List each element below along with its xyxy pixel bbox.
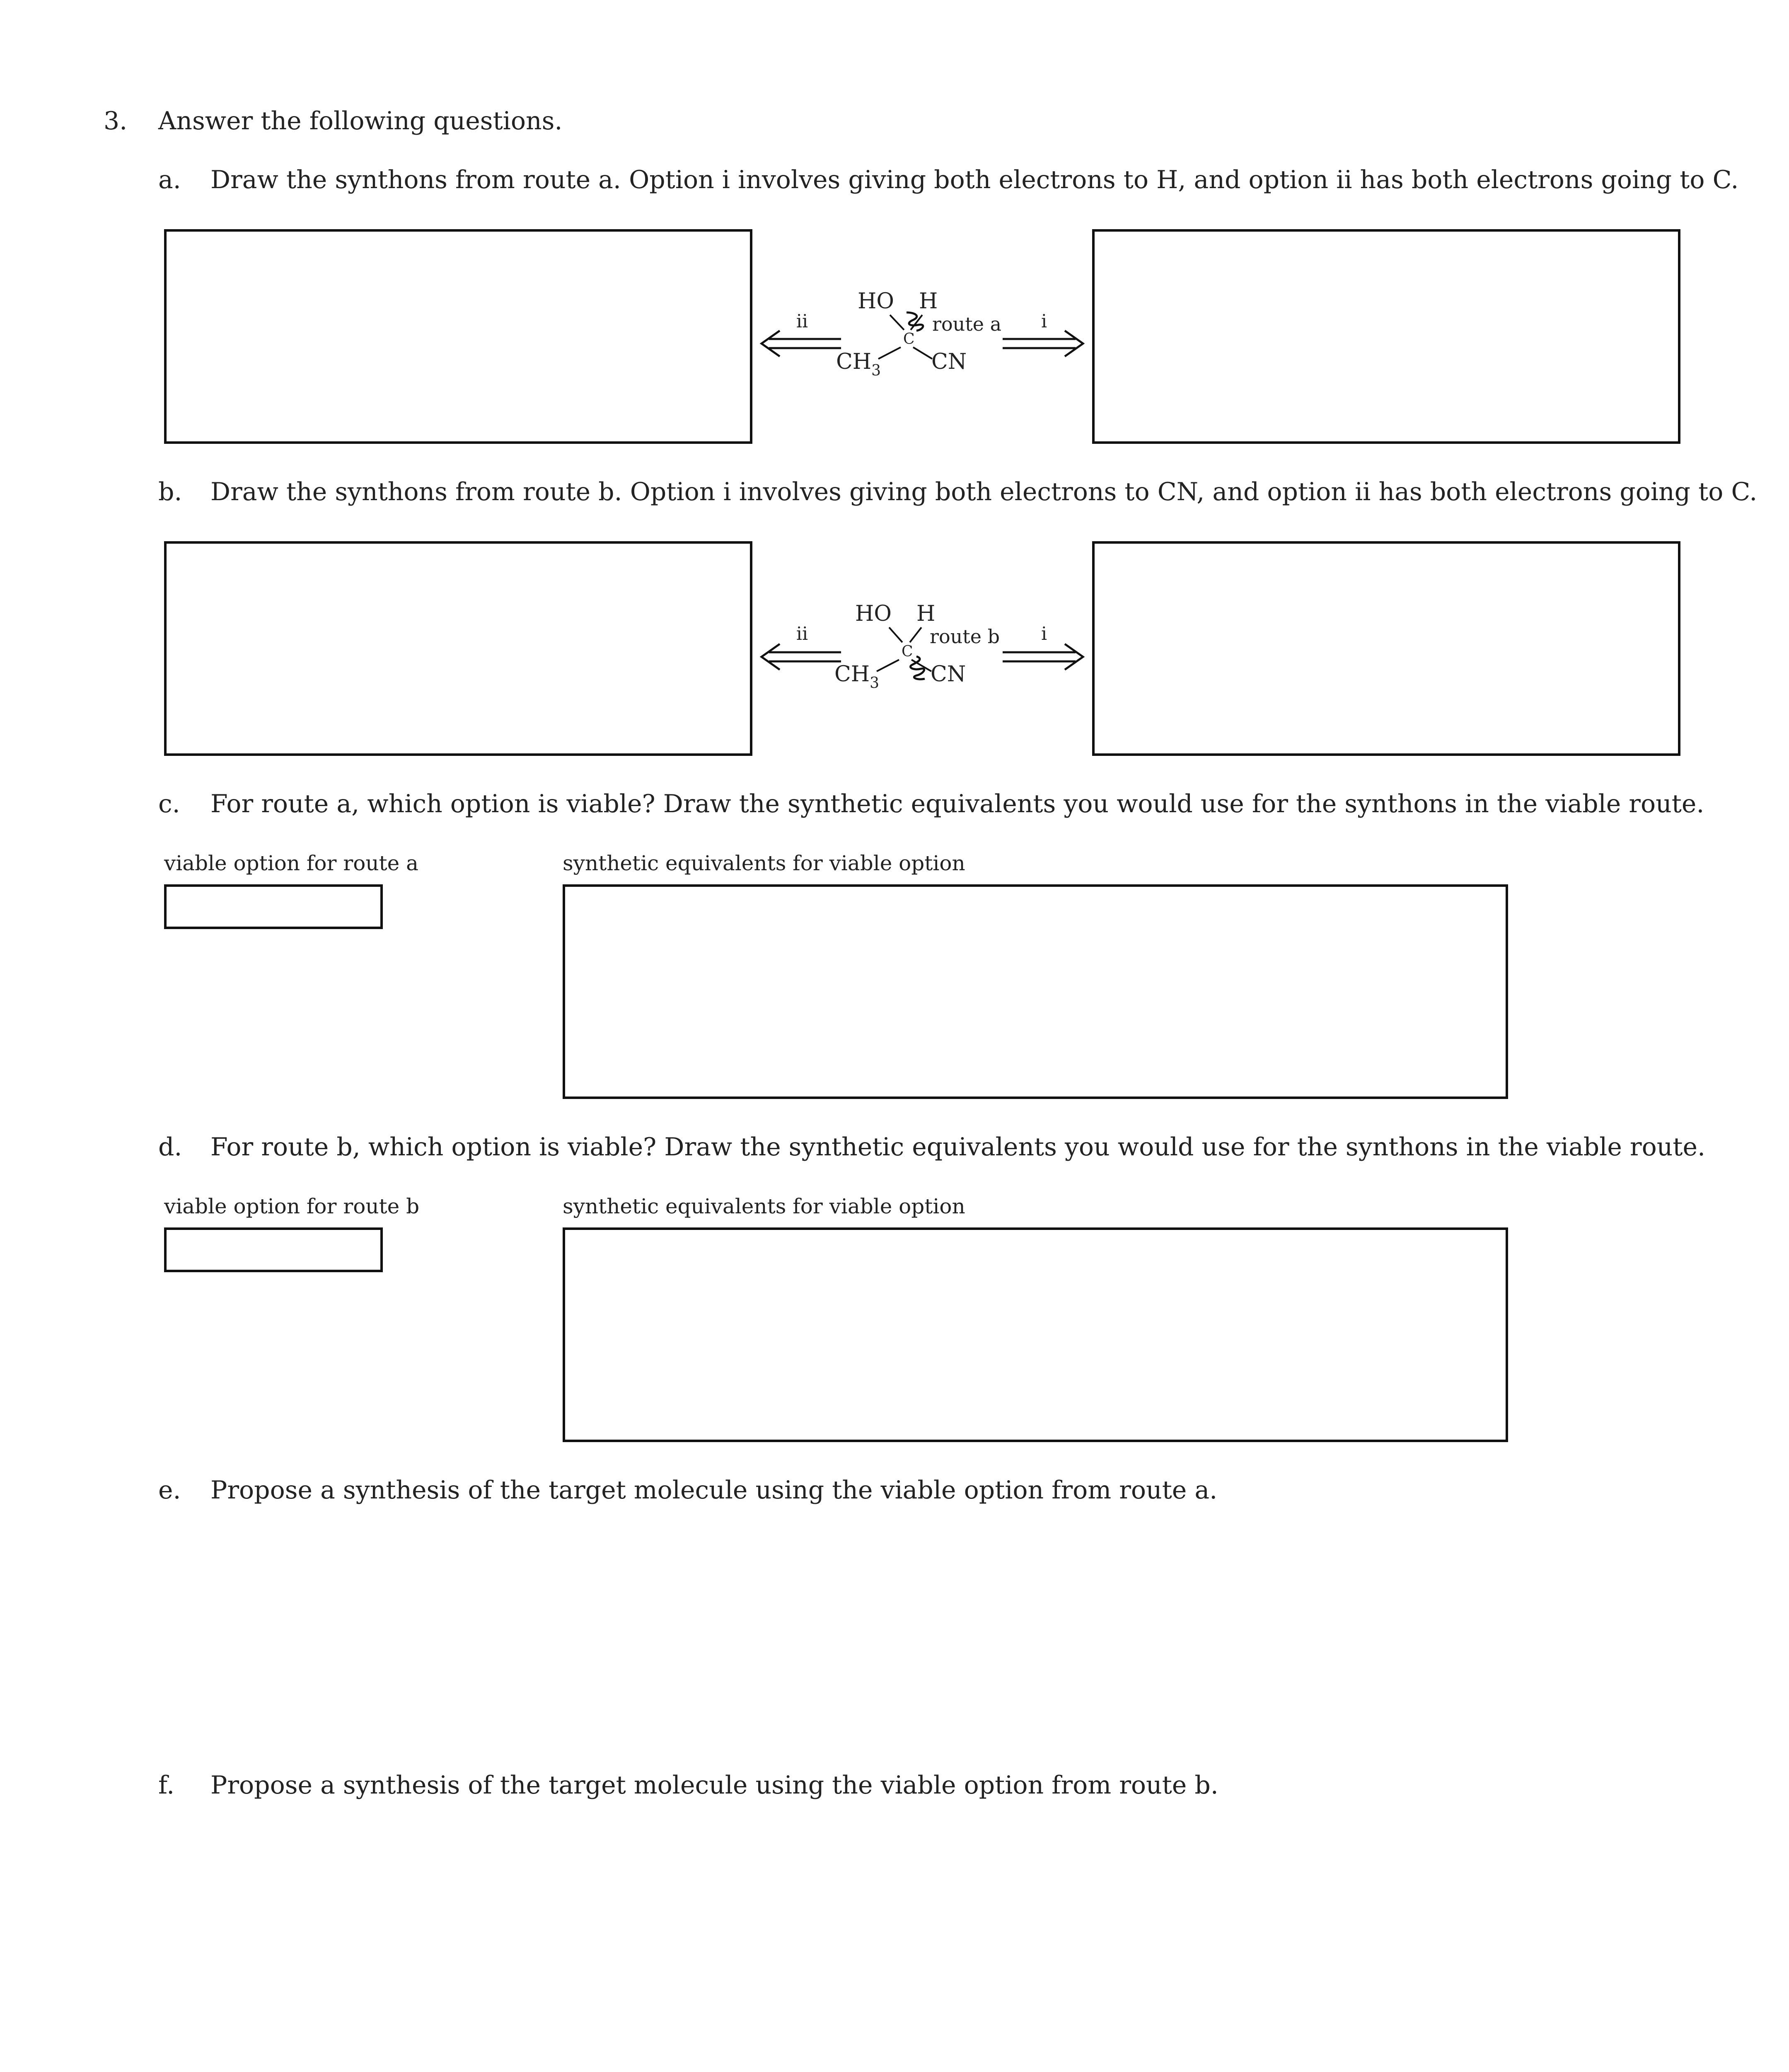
route-b-option-ii-label: ii bbox=[796, 623, 808, 644]
route-a-right-double-arrow bbox=[1003, 331, 1083, 356]
route-a-ch3-subscript: 3 bbox=[871, 362, 881, 379]
part-a-answer-box-i[interactable] bbox=[1092, 229, 1680, 444]
part-b-text: Draw the synthons from route b. Option i involves giving both electrons to CN, and option ii has both electrons going to C. bbox=[210, 477, 1758, 506]
route-a-option-i-label: i bbox=[1041, 311, 1047, 332]
route-b-ch3-main: CH bbox=[834, 662, 870, 687]
route-a-atom-cn: CN bbox=[931, 349, 967, 374]
part-b-answer-box-ii[interactable] bbox=[164, 541, 752, 756]
part-c-text: For route a, which option is viable? Draw the synthetic equivalents you would use for the synthons in the viable route. bbox=[210, 789, 1704, 818]
route-b-ch3-subscript: 3 bbox=[870, 675, 880, 692]
route-a-left-double-arrow bbox=[762, 331, 841, 356]
part-d-viable-option-box[interactable] bbox=[164, 1227, 383, 1272]
part-d-equivalents-label: synthetic equivalents for viable option bbox=[563, 1194, 965, 1218]
route-a-disconnection-diagram bbox=[754, 282, 1090, 390]
route-a-atom-c: C bbox=[903, 331, 915, 348]
part-d-equivalents-box[interactable] bbox=[563, 1227, 1508, 1442]
route-a-atom-h: H bbox=[919, 289, 938, 314]
part-f-letter: f. bbox=[158, 1771, 175, 1800]
part-f-text: Propose a synthesis of the target molecule using the viable option from route b. bbox=[210, 1771, 1218, 1800]
part-a-letter: a. bbox=[158, 165, 181, 194]
part-d-viable-label: viable option for route b bbox=[164, 1194, 420, 1218]
route-b-disconnection-diagram bbox=[754, 594, 1090, 702]
part-d-letter: d. bbox=[158, 1133, 182, 1162]
route-b-atom-h: H bbox=[916, 601, 936, 626]
question-prompt: Answer the following questions. bbox=[158, 107, 563, 136]
part-a-answer-box-ii[interactable] bbox=[164, 229, 752, 444]
part-e-letter: e. bbox=[158, 1476, 181, 1505]
part-c-letter: c. bbox=[158, 789, 180, 818]
part-c-viable-label: viable option for route a bbox=[164, 851, 418, 875]
route-a-ch3-main: CH bbox=[836, 349, 872, 374]
part-c-equivalents-label: synthetic equivalents for viable option bbox=[563, 851, 965, 875]
route-b-atom-cn: CN bbox=[931, 662, 966, 687]
route-a-atom-ho: HO bbox=[858, 289, 894, 314]
part-d-text: For route b, which option is viable? Draw the synthetic equivalents you would use for the synthons in the viable route. bbox=[210, 1133, 1706, 1162]
part-a-text: Draw the synthons from route a. Option i involves giving both electrons to H, and option ii has both electrons going to C. bbox=[210, 165, 1739, 194]
route-a-disconnection-squiggle bbox=[907, 312, 923, 331]
route-b-route-label: route b bbox=[930, 625, 1000, 648]
part-b-letter: b. bbox=[158, 477, 182, 506]
route-b-atom-c: C bbox=[902, 643, 913, 660]
route-b-atom-ch3 bbox=[834, 662, 879, 692]
route-a-option-ii-label: ii bbox=[796, 311, 808, 332]
route-b-atom-ho: HO bbox=[855, 601, 892, 626]
route-b-option-i-label: i bbox=[1041, 623, 1047, 644]
part-e-text: Propose a synthesis of the target molecule using the viable option from route a. bbox=[210, 1476, 1218, 1505]
route-a-atom-ch3 bbox=[836, 349, 881, 379]
route-b-right-double-arrow bbox=[1003, 644, 1083, 670]
part-c-equivalents-box[interactable] bbox=[563, 884, 1508, 1099]
route-a-route-label: route a bbox=[932, 313, 1002, 335]
route-b-left-double-arrow bbox=[762, 644, 841, 670]
question-number: 3. bbox=[104, 107, 128, 136]
part-b-answer-box-i[interactable] bbox=[1092, 541, 1680, 756]
part-c-viable-option-box[interactable] bbox=[164, 884, 383, 929]
